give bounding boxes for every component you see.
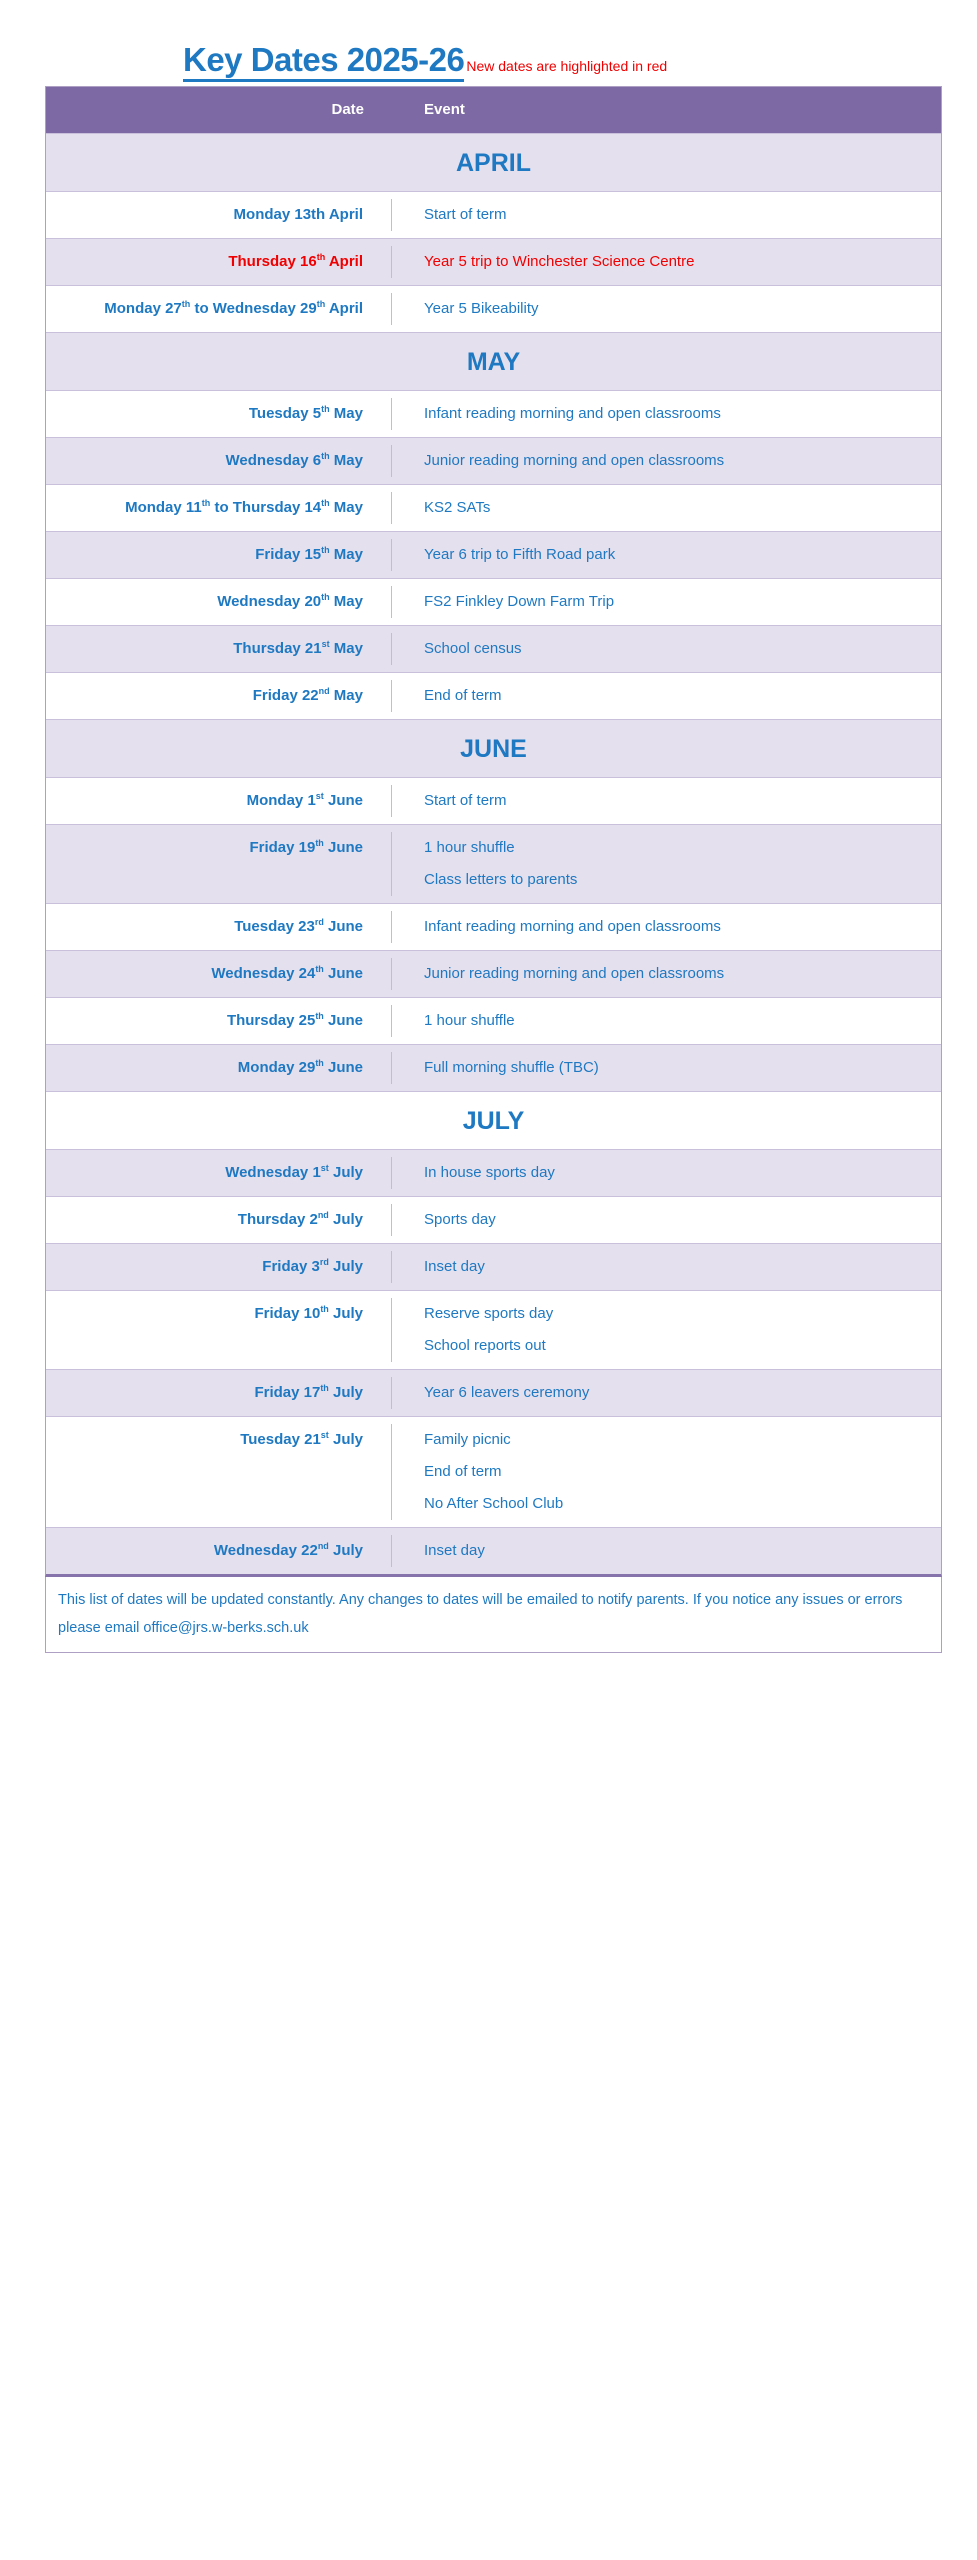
- event-line: School reports out: [424, 1337, 546, 1354]
- date-cell: Friday 3rd July: [46, 1251, 392, 1283]
- table-row: [46, 672, 941, 719]
- month-header-row: [46, 1091, 941, 1149]
- date-cell: Tuesday 21st July: [46, 1424, 392, 1520]
- month-header-row: [46, 133, 941, 191]
- event-line: Junior reading morning and open classrooms: [424, 965, 725, 982]
- date-cell: Friday 19th June: [46, 832, 392, 896]
- event-line: 1 hour shuffle: [424, 839, 515, 856]
- table-row: [46, 824, 941, 903]
- date-cell: Friday 17th July: [46, 1377, 392, 1409]
- month-label: JULY: [462, 1107, 525, 1135]
- table-row: [46, 285, 941, 332]
- date-cell: Monday 27th to Wednesday 29th April: [46, 293, 392, 325]
- date-cell: Monday 29th June: [46, 1052, 392, 1084]
- event-cell: [392, 1005, 941, 1037]
- date-cell: Monday 11th to Thursday 14th May: [46, 492, 392, 524]
- date-cell: Friday 10th July: [46, 1298, 392, 1362]
- date-cell: Thursday 16th April: [46, 246, 392, 278]
- date-cell: Thursday 21st May: [46, 633, 392, 665]
- event-line: Start of term: [424, 206, 507, 223]
- key-dates-table: [45, 86, 942, 1577]
- event-line: KS2 SATs: [424, 499, 491, 516]
- date-cell: Wednesday 20th May: [46, 586, 392, 618]
- event-line: Reserve sports day: [424, 1305, 554, 1322]
- event-line: FS2 Finkley Down Farm Trip: [424, 593, 615, 610]
- table-row: [46, 1196, 941, 1243]
- date-cell: Wednesday 6th May: [46, 445, 392, 477]
- event-cell: [392, 445, 941, 477]
- event-line: Year 5 Bikeability: [424, 300, 539, 317]
- month-label: JUNE: [460, 735, 527, 763]
- event-cell: [392, 246, 941, 278]
- column-header-event: Event: [424, 101, 465, 118]
- event-line: Infant reading morning and open classrooms: [424, 918, 721, 935]
- event-cell: [392, 1204, 941, 1236]
- table-row: [46, 1044, 941, 1091]
- date-cell: Wednesday 24th June: [46, 958, 392, 990]
- event-line: Family picnic: [424, 1431, 511, 1448]
- table-row: [46, 1416, 941, 1527]
- event-cell: [392, 398, 941, 430]
- event-line: No After School Club: [424, 1495, 564, 1512]
- column-header-date: Date: [331, 101, 364, 118]
- event-cell: [392, 1535, 941, 1567]
- event-line: Year 6 leavers ceremony: [424, 1384, 590, 1401]
- event-cell: [392, 680, 941, 712]
- date-cell: Tuesday 5th May: [46, 398, 392, 430]
- event-cell: [392, 1251, 941, 1283]
- title-row: [0, 0, 977, 86]
- table-row: [46, 1243, 941, 1290]
- table-row: [46, 1290, 941, 1369]
- table-row: [46, 238, 941, 285]
- date-cell: Friday 15th May: [46, 539, 392, 571]
- event-line: Inset day: [424, 1258, 485, 1275]
- event-line: Inset day: [424, 1542, 485, 1559]
- table-row: [46, 437, 941, 484]
- event-line: Year 6 trip to Fifth Road park: [424, 546, 616, 563]
- event-cell: [392, 911, 941, 943]
- month-header-row: [46, 719, 941, 777]
- date-cell: Friday 22nd May: [46, 680, 392, 712]
- date-cell: Tuesday 23rd June: [46, 911, 392, 943]
- table-row: [46, 390, 941, 437]
- event-cell: [392, 1377, 941, 1409]
- date-cell: Monday 1st June: [46, 785, 392, 817]
- table-row: [46, 625, 941, 672]
- table-row: [46, 191, 941, 238]
- page-title: Key Dates 2025-26: [183, 42, 464, 82]
- event-cell: [392, 199, 941, 231]
- event-line: Full morning shuffle (TBC): [424, 1059, 599, 1076]
- date-cell: Thursday 2nd July: [46, 1204, 392, 1236]
- event-line: Class letters to parents: [424, 871, 578, 888]
- event-cell: [392, 586, 941, 618]
- event-cell: [392, 633, 941, 665]
- event-cell: [392, 1298, 941, 1362]
- event-cell: [392, 1052, 941, 1084]
- event-line: In house sports day: [424, 1164, 555, 1181]
- event-cell: [392, 492, 941, 524]
- event-cell: [392, 539, 941, 571]
- event-line: End of term: [424, 687, 502, 704]
- month-label: APRIL: [456, 149, 531, 177]
- event-cell: [392, 832, 941, 896]
- event-line: Junior reading morning and open classrooms: [424, 452, 725, 469]
- table-row: [46, 1149, 941, 1196]
- table-row: [46, 484, 941, 531]
- new-dates-note: New dates are highlighted in red: [466, 58, 668, 74]
- table-row: [46, 578, 941, 625]
- table-row: [46, 997, 941, 1044]
- event-line: Infant reading morning and open classrooms: [424, 405, 721, 422]
- table-row: [46, 777, 941, 824]
- event-cell: [392, 293, 941, 325]
- event-line: School census: [424, 640, 522, 657]
- event-cell: [392, 958, 941, 990]
- table-row: [46, 531, 941, 578]
- date-cell: Thursday 25th June: [46, 1005, 392, 1037]
- date-cell: Wednesday 22nd July: [46, 1535, 392, 1567]
- table-row: [46, 950, 941, 997]
- event-cell: [392, 785, 941, 817]
- month-label: MAY: [466, 348, 521, 376]
- event-cell: [392, 1424, 941, 1520]
- event-cell: [392, 1157, 941, 1189]
- table-row: [46, 1369, 941, 1416]
- table-header-row: [46, 87, 941, 133]
- event-line: Year 5 trip to Winchester Science Centre: [424, 253, 695, 270]
- event-line: End of term: [424, 1463, 502, 1480]
- footer-note: This list of dates will be updated constantly. Any changes to dates will be emailed to notify parents. If you notice any issues or errors please email office@jrs.w-berks.sch.uk: [45, 1577, 942, 1653]
- table-row: [46, 1527, 941, 1574]
- date-cell: Wednesday 1st July: [46, 1157, 392, 1189]
- event-line: 1 hour shuffle: [424, 1012, 515, 1029]
- date-cell: Monday 13th April: [46, 199, 392, 231]
- table-body: [46, 133, 941, 1574]
- month-header-row: [46, 332, 941, 390]
- event-line: Start of term: [424, 792, 507, 809]
- event-line: Sports day: [424, 1211, 496, 1228]
- table-row: [46, 903, 941, 950]
